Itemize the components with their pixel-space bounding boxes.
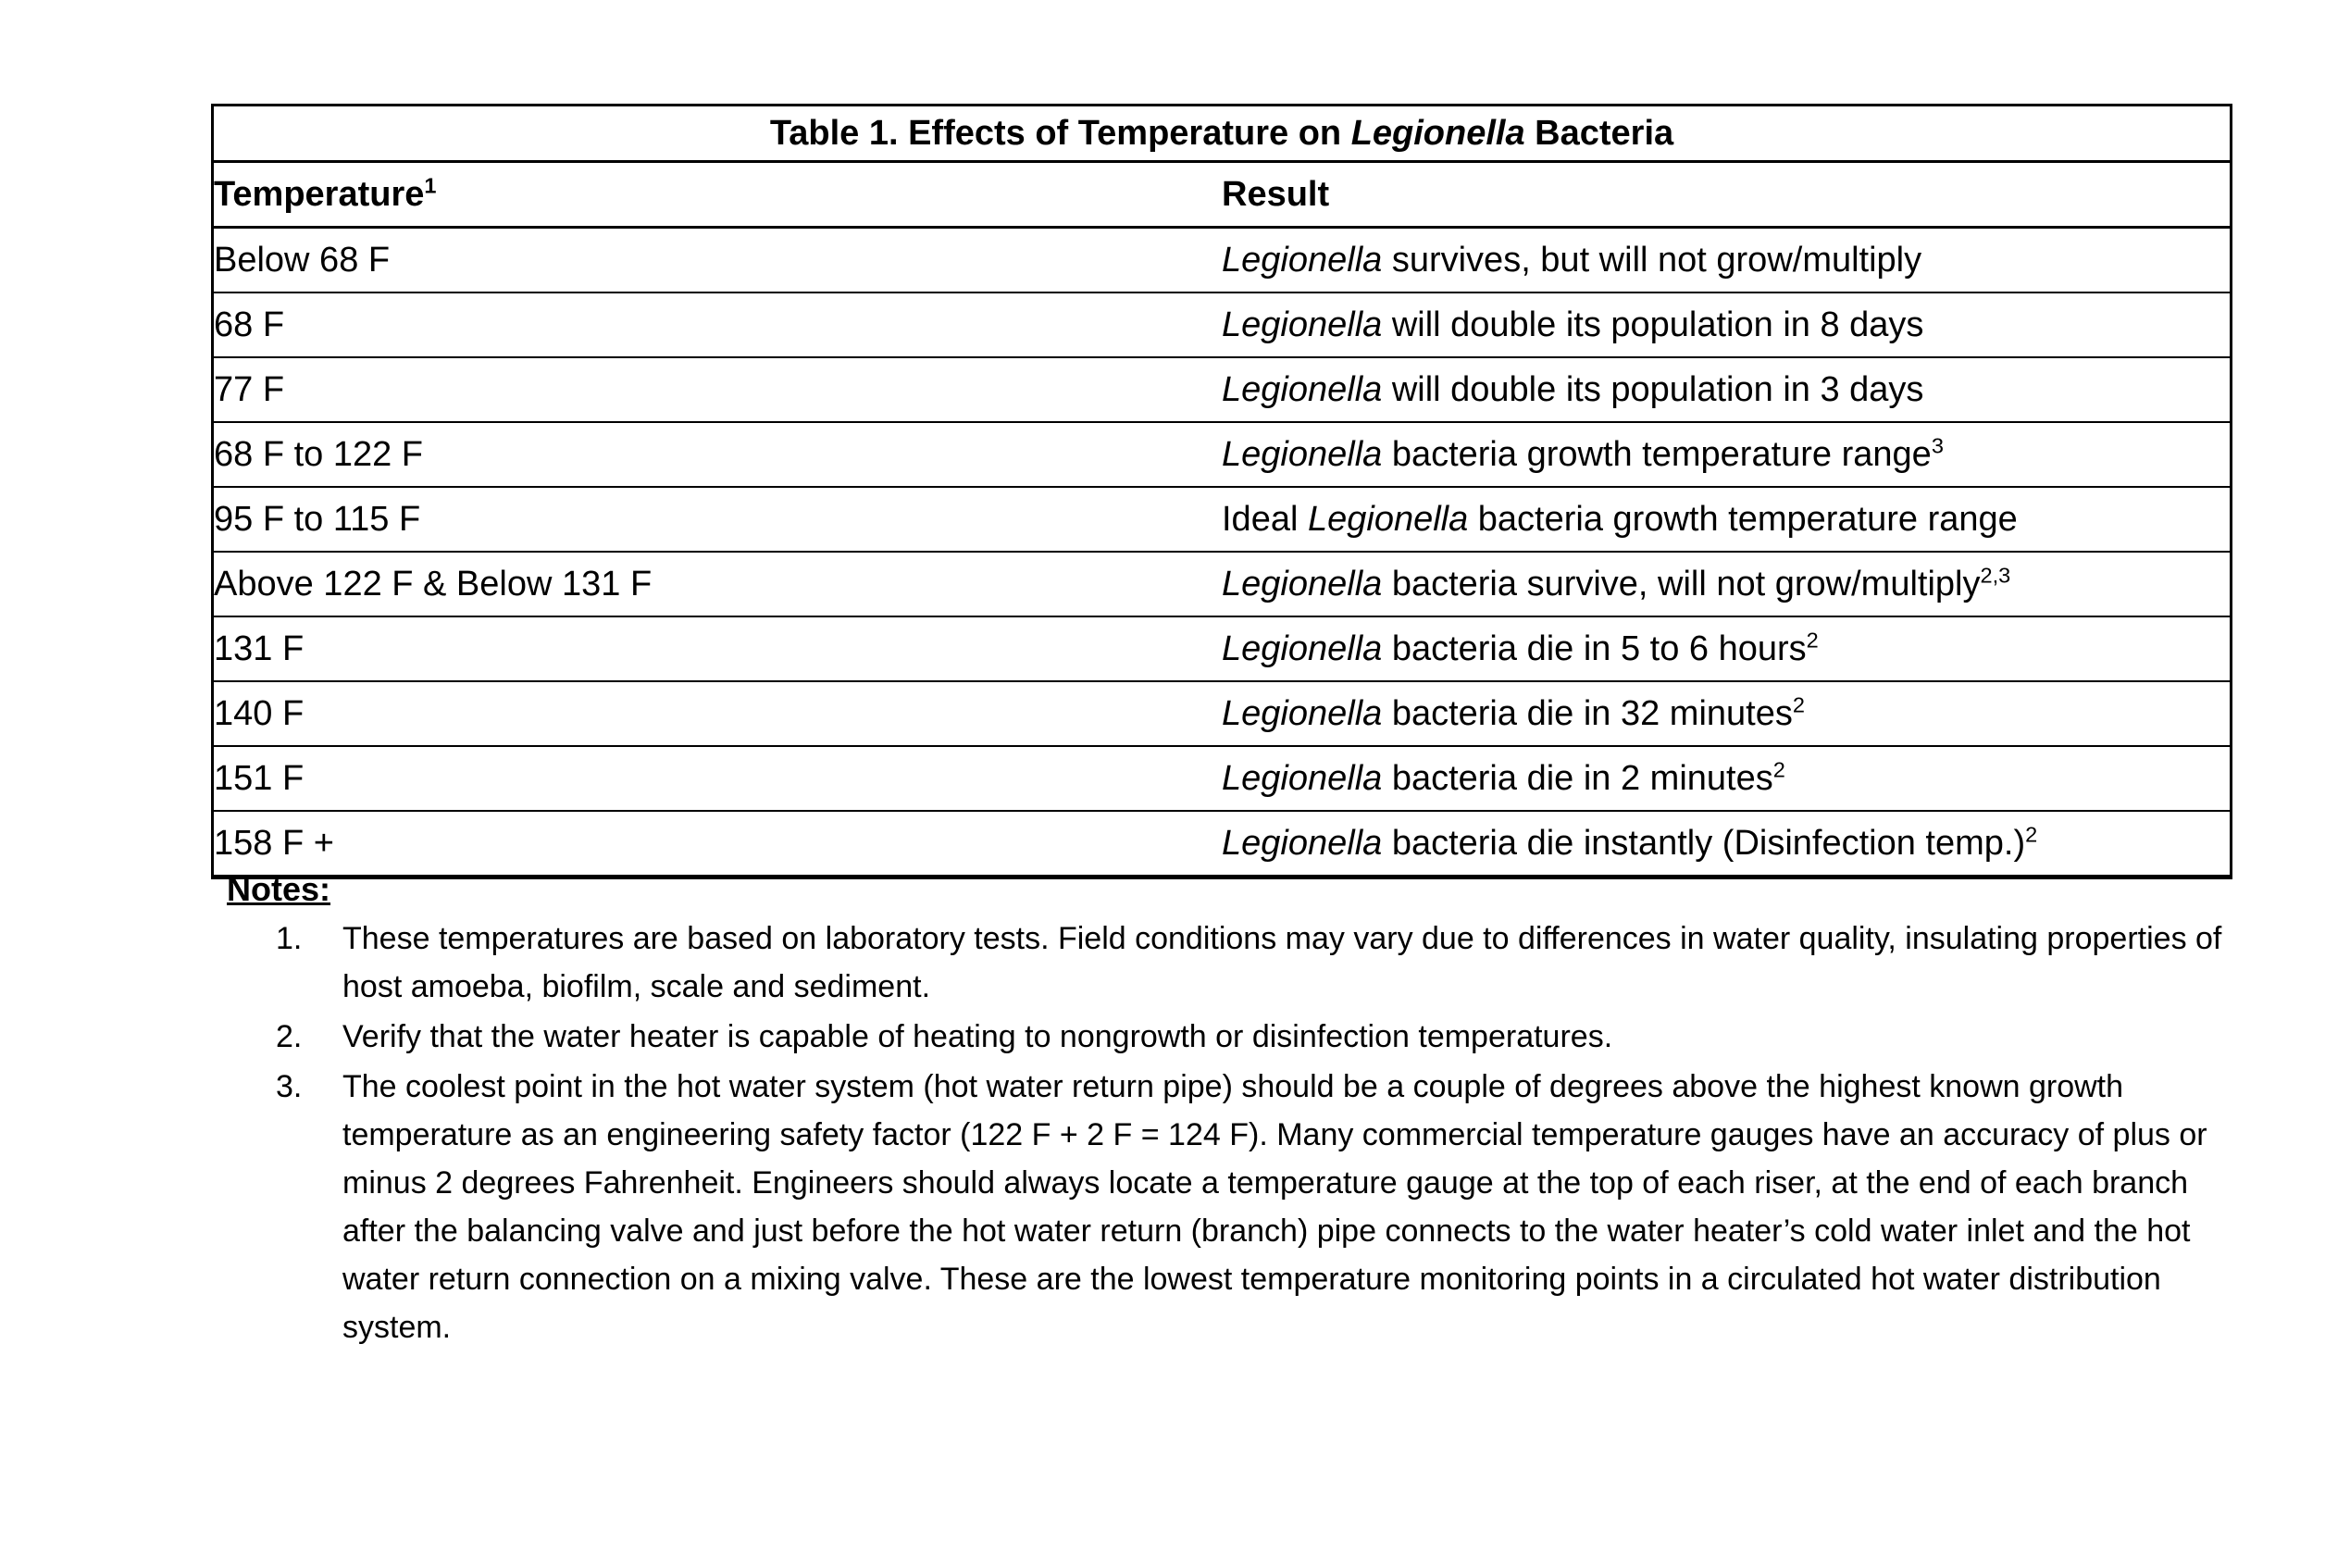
result-superscript: 2	[2025, 822, 2038, 847]
result-species: Legionella	[1222, 241, 1383, 280]
result-lead: Ideal	[1222, 500, 1308, 539]
cell-temperature: Below 68 F	[213, 228, 1223, 293]
column-header-temperature	[213, 162, 1223, 228]
result-rest: bacteria die instantly (Disinfection temp.)	[1382, 824, 2026, 863]
result-rest: survives, but will not grow/multiply	[1382, 241, 1922, 280]
result-species: Legionella	[1222, 565, 1383, 604]
result-species: Legionella	[1222, 694, 1383, 733]
cell-result	[1222, 228, 2232, 293]
result-superscript: 2	[1772, 757, 1785, 782]
table-title-prefix: Table 1. Effects of Temperature on	[769, 114, 1351, 153]
table-title-cell	[213, 106, 2232, 162]
table-row	[213, 552, 2232, 616]
cell-temperature: 68 F	[213, 292, 1223, 357]
column-header-temperature-label: Temperature	[214, 175, 425, 214]
notes-list	[211, 915, 2247, 1351]
cell-temperature: 95 F to 115 F	[213, 487, 1223, 552]
table-row	[213, 422, 2232, 487]
cell-temperature: 77 F	[213, 357, 1223, 422]
result-rest: will double its population in 3 days	[1382, 370, 1924, 409]
cell-result	[1222, 746, 2232, 811]
result-rest: bacteria growth temperature range	[1468, 500, 2018, 539]
cell-result	[1222, 681, 2232, 746]
note-item: The coolest point in the hot water system (hot water return pipe) should be a couple of degrees above the highest known growth temperature as an engineering safety factor (122 F + 2 F = 124 F). Many commercial temperature gauges have an accuracy of plus or minus 2 degrees Fahrenheit. Engineers should always locate a temperature gauge at the top of each riser, at the end of each branch after the balancing valve and just before the hot water return (branch) pipe connects to the water heater’s cold water inlet and the hot water return connection on a mixing valve. These are the lowest temperature monitoring points in a circulated hot water distribution system.	[342, 1069, 2207, 1345]
legionella-table-container	[211, 104, 2232, 879]
legionella-temperature-table	[211, 104, 2232, 879]
cell-result	[1222, 811, 2232, 877]
result-rest: bacteria die in 32 minutes	[1382, 694, 1793, 733]
result-superscript: 2	[1792, 692, 1805, 717]
result-species: Legionella	[1222, 370, 1383, 409]
result-rest: bacteria growth temperature range	[1382, 435, 1932, 474]
cell-result	[1222, 487, 2232, 552]
result-superscript: 2	[1806, 628, 1819, 653]
cell-temperature: 151 F	[213, 746, 1223, 811]
column-header-result	[1222, 162, 2232, 228]
cell-result	[1222, 552, 2232, 616]
table-row	[213, 746, 2232, 811]
cell-result	[1222, 616, 2232, 681]
cell-result	[1222, 292, 2232, 357]
note-item: These temperatures are based on laboratory tests. Field conditions may vary due to differences in water quality, insulating properties of host amoeba, biofilm, scale and sediment.	[342, 921, 2222, 1004]
result-species: Legionella	[1222, 305, 1383, 344]
table-row	[213, 357, 2232, 422]
cell-result	[1222, 422, 2232, 487]
result-rest: bacteria die in 2 minutes	[1382, 759, 1773, 798]
column-header-temperature-superscript: 1	[424, 173, 437, 198]
result-rest: bacteria die in 5 to 6 hours	[1382, 629, 1807, 668]
table-body	[213, 106, 2232, 877]
notes-section	[211, 868, 2247, 1353]
cell-temperature: 140 F	[213, 681, 1223, 746]
result-rest: bacteria survive, will not grow/multiply	[1382, 565, 1981, 604]
cell-result	[1222, 357, 2232, 422]
result-superscript: 2,3	[1980, 563, 2011, 588]
table-row	[213, 811, 2232, 877]
table-header-row	[213, 162, 2232, 228]
table-row	[213, 616, 2232, 681]
result-species: Legionella	[1222, 824, 1383, 863]
result-species: Legionella	[1307, 500, 1469, 539]
table-row	[213, 228, 2232, 293]
table-title-species: Legionella	[1350, 114, 1525, 153]
result-species: Legionella	[1222, 759, 1383, 798]
cell-temperature: 131 F	[213, 616, 1223, 681]
cell-temperature: 158 F +	[214, 824, 334, 863]
result-rest: will double its population in 8 days	[1382, 305, 1924, 344]
column-header-result-label: Result	[1222, 175, 1330, 214]
note-item: Verify that the water heater is capable of heating to nongrowth or disinfection temperatures.	[342, 1019, 1613, 1054]
table-title-row	[213, 106, 2232, 162]
cell-temperature: Above 122 F & Below 131 F	[213, 552, 1223, 616]
result-species: Legionella	[1222, 629, 1383, 668]
result-species: Legionella	[1222, 435, 1383, 474]
notes-heading: Notes:	[227, 870, 331, 908]
cell-temperature: 68 F to 122 F	[213, 422, 1223, 487]
table-row	[213, 681, 2232, 746]
table-row	[213, 292, 2232, 357]
table-title-suffix: Bacteria	[1524, 114, 1674, 153]
table-row	[213, 487, 2232, 552]
result-superscript: 3	[1931, 433, 1944, 458]
